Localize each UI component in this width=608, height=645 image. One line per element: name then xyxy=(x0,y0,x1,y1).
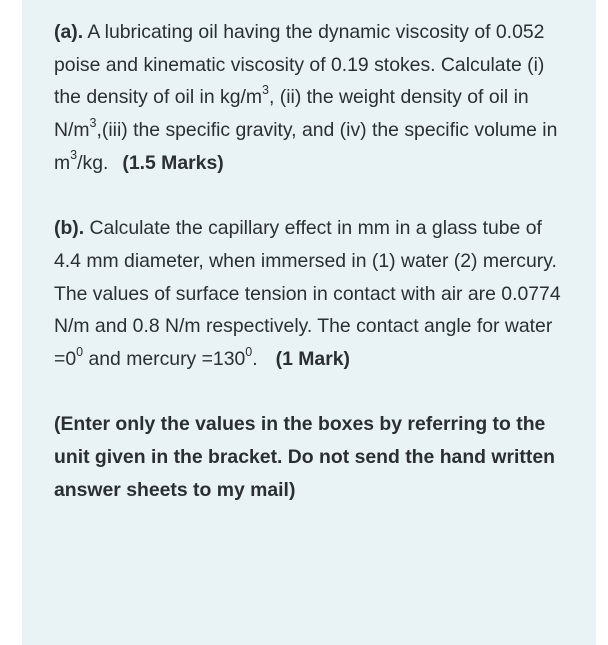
question-b-marks: (1 Mark) xyxy=(275,348,350,371)
submission-instruction: (Enter only the values in the boxes by referring to the unit given in the bracket. Do not send the hand written answer sheets to my mail) xyxy=(54,413,555,501)
question-a-text-2: , (ii) the weight density of oil in N/m xyxy=(54,86,529,142)
question-a-marks: (1.5 Marks) xyxy=(122,151,224,174)
question-b-superscript-2: 0 xyxy=(245,344,253,359)
question-card xyxy=(22,0,596,645)
question-b-text-3: . xyxy=(252,348,258,371)
question-a-text-4: /kg. xyxy=(77,151,109,174)
question-b-text-2: and mercury =130 xyxy=(83,348,246,371)
question-a-text-1: A lubricating oil having the dynamic viscosity of 0.052 poise and kinematic viscosity of 0.19 stokes. Calculate (i) the density of oil in kg/m xyxy=(54,21,545,109)
question-b-superscript-1: 0 xyxy=(76,344,84,359)
question-content xyxy=(54,16,574,507)
question-a-superscript-3: 3 xyxy=(70,148,78,163)
question-b-text-1: Calculate the capillary effect in mm in a glass tube of 4.4 mm diameter, when immersed in (1) water (2) mercury. The values of surface tension in contact with air are 0.0774 N/m and 0.8 N/m respectively. The contact angle for water =0 xyxy=(54,217,561,371)
question-a-superscript-2: 3 xyxy=(89,115,97,130)
question-a xyxy=(54,16,574,180)
question-b-label: (b). xyxy=(54,217,85,240)
question-a-text-3: ,(iii) the specific gravity, and (iv) the specific volume in m xyxy=(54,119,558,174)
question-b xyxy=(54,212,574,376)
question-a-superscript-1: 3 xyxy=(262,82,269,97)
question-a-label: (a). xyxy=(54,21,84,43)
